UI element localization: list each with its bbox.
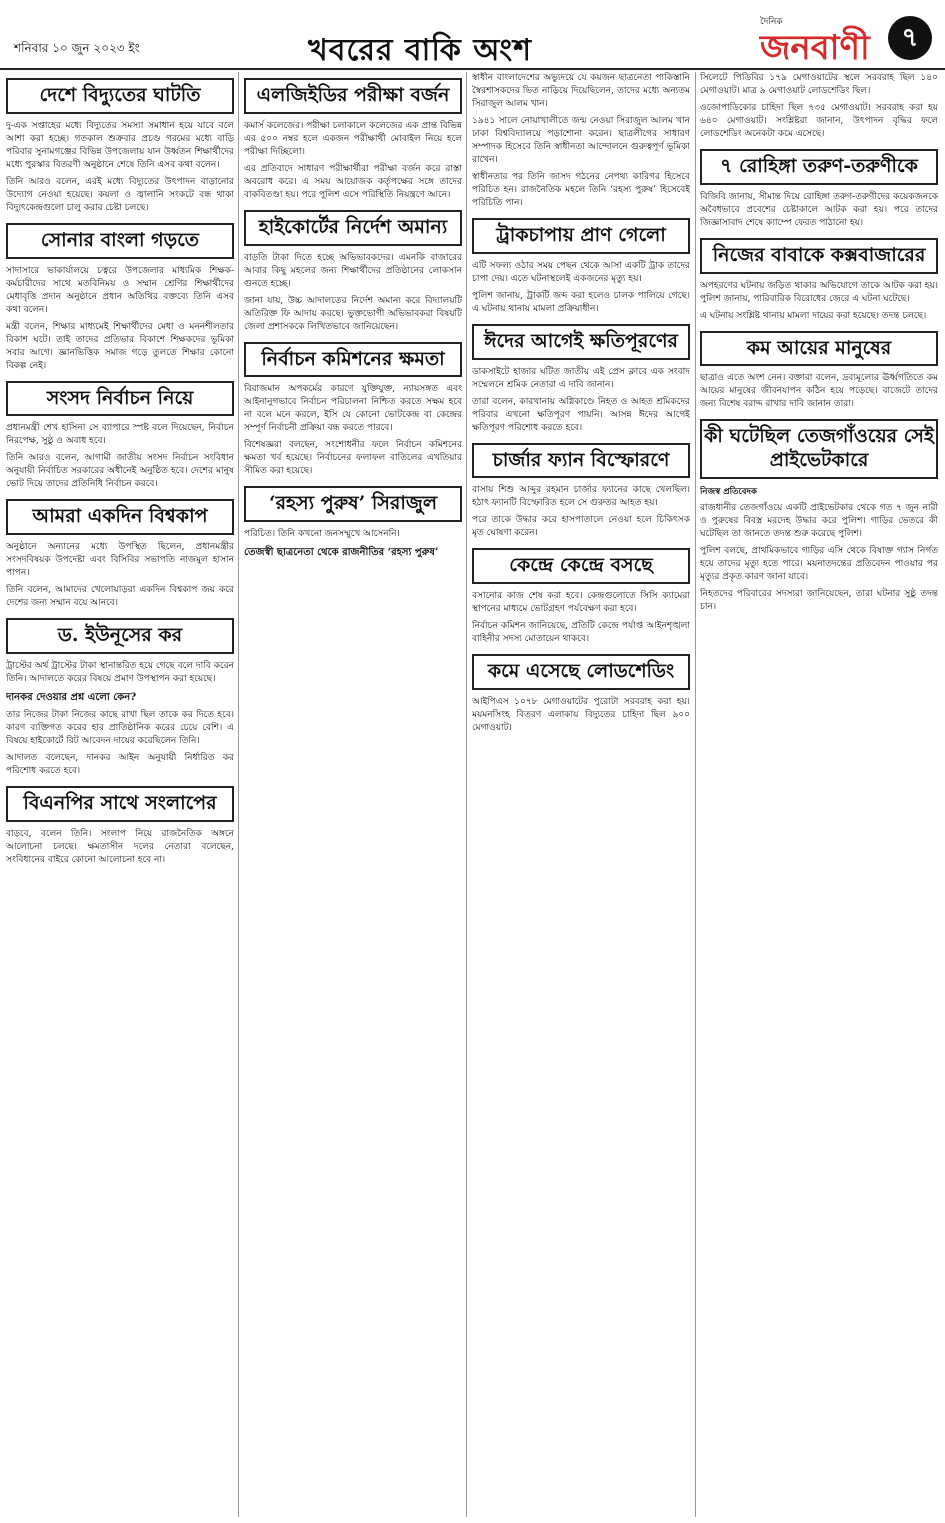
article-paragraph: অপহরণের ঘটনায় জড়িত থাকার অভিযোগে তাকে আটক করা হয়। পুলিশ জানায়, পারিবারিক বিরোধের জেরে এ ঘটনা ঘটেছে।: [700, 280, 938, 304]
column-divider: [695, 72, 696, 1517]
article-paragraph: এ ঘটনায় সংশ্লিষ্ট থানায় মামলা দায়ের করা হয়েছে। তদন্ত চলছে।: [700, 310, 927, 321]
article-paragraph: বাড়তি টাকা দিতে হচ্ছে অভিভাবকদের। এমনকি বাজারের আবার কিছু মহলের জন্য শিক্ষার্থীদের প্রতিষ্ঠানের লোকসান গুনতে হচ্ছে।: [244, 252, 462, 289]
headline: ড. ইউনূসের কর: [6, 618, 234, 654]
headline: সোনার বাংলা গড়তে: [6, 223, 234, 259]
headline: নির্বাচন কমিশনের ক্ষমতা: [244, 342, 462, 378]
article-fan-explosion: [472, 443, 690, 541]
article-paragraph: আদালত বলেছেন, দানকর আইন অনুযায়ী নির্ধারিত কর পরিশোধ করতে হবে।: [6, 752, 234, 776]
headline: সংসদ নির্বাচন নিয়ে: [6, 381, 234, 417]
article-paragraph: তিনি আরও বলেন, আগামী জাতীয় সংসদ নির্বাচন সংবিধান অনুযায়ী নির্বাচিত সরকারের অধীনেই অনুষ্ঠিত হবে। দেশের মানুষ ভোট দিয়ে তাদের প্রতিনিধি নির্বাচন করবে।: [6, 453, 234, 490]
article-paragraph: তারা বলেন, কারখানায় অগ্নিকাণ্ডে নিহত ও আহত শ্রমিকদের পরিবার এখনো ক্ষতিপূরণ পায়নি। আসন্ন ঈদের আগেই ক্ষতিপূরণ পরিশোধ করতে হবে।: [472, 396, 690, 433]
article-highcourt: [244, 210, 462, 334]
article-paragraph: বাসায় শিশু আব্দুর রহমান চার্জার ফ্যানের কাছে খেলছিল। হঠাৎ ফ্যানটি বিস্ফোরিত হলে সে গুরুতর আহত হয়।: [472, 485, 690, 509]
logo-brand: জনবাণী: [760, 28, 870, 68]
article-golden-bengal: [6, 223, 234, 373]
headline: আমরা একদিন বিশ্বকাপ: [6, 499, 234, 535]
page-title: খবরের বাকি অংশ: [308, 33, 532, 68]
page-number: ৭: [888, 16, 932, 60]
article-paragraph: মন্ত্রী বলেন, শিক্ষার মাধ্যমেই শিক্ষার্থীদের মেধা ও মননশীলতার বিকাশ ঘটে। তাই তাদের প্রতিভার বিকাশে শিক্ষকদের ভূমিকা সবার আগে। জ্ঞানভিত্তিক সমাজ গড়ে তুলতে শিক্ষার কোনো বিকল্প নেই।: [6, 321, 234, 371]
article-paragraph: কমার্স কলেজের। পরীক্ষা চলাকালে কলেজের এক প্রান্ত বিভিন্ন এর ৫০০ নম্বর হলে একজন পরীক্ষার্থী মোবাইল নিয়ে হলে পরীক্ষা দিচ্ছিলো।: [244, 120, 462, 157]
article-paragraph: তিনি বলেন, আমাদের খেলোয়াড়রা একদিন বিশ্বকাপ জয় করে দেশের জন্য সম্মান বয়ে আনবে।: [6, 585, 234, 608]
article-paragraph: বিশেষজ্ঞরা বলছেন, সংশোধনীর ফলে নির্বাচন কমিশনের ক্ষমতা খর্ব হয়েছে। নির্বাচনের ফলাফল বাতিলের এখতিয়ার সীমিত করা হয়েছে।: [244, 440, 462, 477]
column-divider: [238, 72, 239, 1517]
headline: নিজের বাবাকে কক্সবাজারের: [700, 238, 938, 274]
article-subhead: দানকর দেওয়ার প্রশ্ন এলো কেন?: [6, 691, 137, 703]
article-paragraph: জানা যায়, উচ্চ আদালতের নির্দেশ অমান্য করে বিদ্যালয়টি অতিরিক্ত ফি আদায় করছে। ভুক্তভোগী অভিভাবকরা বিষয়টি জেলা প্রশাসককে লিখিতভাবে জানিয়েছেন।: [244, 295, 462, 332]
article-paragraph: এটি সফল্য ওঠার সময় পেছন থেকে আসা একটি ট্রাক তাদের চাপা দেয়। এতে ঘটনাস্থলেই একজনের মৃত্যু হয়।: [472, 260, 690, 284]
article-power-continued: [700, 72, 938, 141]
article-paragraph: অনুষ্ঠানে অন্যানের মধ্যে উপস্থিত ছিলেন, প্রধানমন্ত্রীর সংসদবিষয়ক উপদেষ্টা এবং বিসিবির সভাপতি নাজমুল হাসান পাপন।: [6, 542, 234, 578]
headline: দেশে বিদ্যুতের ঘাটতি: [6, 78, 234, 114]
logo-daily-label: দৈনিক: [760, 17, 783, 27]
headline: ‘রহস্য পুরুষ’ সিরাজুল: [244, 486, 462, 522]
article-paragraph: ট্রাস্টের অর্থ ট্রাস্টের টাকা স্থানান্তরিত হয়ে গেছে বলে দাবি করেন তিনি। আদালতে করের বিষয়ে প্রমাণ উপস্থাপন করা হয়েছে।: [6, 660, 234, 684]
masthead: [0, 0, 945, 70]
issue-date: শনিবার ১০ জুন ২০২৩ ইং: [14, 41, 140, 55]
column-divider: [466, 72, 467, 1517]
article-paragraph: তিনি আরও বলেন, এরই মধ্যে বিদ্যুতের উৎপাদন বাড়ানোর উদ্যোগ নেওয়া হয়েছে। কয়লা ও জ্বালানি সংকটে বন্ধ থাকা বিদ্যুৎকেন্দ্রগুলো চালু করার চেষ্টা চলছে।: [6, 176, 234, 213]
article-paragraph: রাজধানীর তেজগাঁওয়ে একটি প্রাইভেটকার থেকে গত ৭ জুন নারী ও পুরুষের বিবস্ত্র মরদেহ উদ্ধার করে পুলিশ। গাড়ির ভেতরে কী ঘটেছিল তা জানতে তদন্ত শুরু করেছে পুলিশ।: [700, 502, 938, 539]
article-paragraph: পরিচিত। তিনি কখনো জনসম্মুখে আসেননি।: [244, 529, 400, 539]
article-truck-accident: [472, 218, 690, 316]
headline: ঈদের আগেই ক্ষতিপূরণের: [472, 324, 690, 360]
headline: কী ঘটেছিল তেজগাঁওয়ের সেই প্রাইভেটকারে: [700, 419, 938, 479]
article-low-income: [700, 331, 938, 412]
column-2: [244, 72, 462, 1517]
article-paragraph: তার নিজের টাকা নিজের কাছে রাখা ছিল তাকে কর দিতে হবে। কারণ ব্যক্তিগত করের হার প্রাতিষ্ঠানিক করের চেয়ে বেশি। এ বিষয়ে হাইকোর্টে রিট আবেদন দায়ের করেছিলেন তিনি।: [6, 709, 234, 746]
article-polling-centers: [472, 548, 690, 646]
article-bnp-dialogue: [6, 786, 234, 867]
article-paragraph: পুলিশ বলছে, প্রাথমিকভাবে গাড়ির এসি থেকে বিষাক্ত গ্যাস নির্গত হয়ে তাদের মৃত্যু হতে পারে। ময়নাতদন্তের প্রতিবেদন পাওয়ার পর মৃত্যুর প্রকৃত কারণ জানা যাবে।: [700, 545, 938, 582]
article-paragraph: সিলেটে পিডিবির ১৭৯ মেগাওয়াটের স্থলে সরবরাহ ছিল ১৪০ মেগাওয়াট। মাত্র ৯ মেগাওয়াট লোডশেডিং ছিল।: [700, 73, 938, 96]
article-rohingya: [700, 149, 938, 230]
article-tejgaon-car: [700, 419, 938, 614]
article-parliament-election: [6, 381, 234, 492]
article-paragraph: ওজোপাডিকোর চাহিদা ছিল ৭৩৫ মেগাওয়াট। সরবরাহ করা হয় ৬৪০ মেগাওয়াট। সংশ্লিষ্টরা জানান, উৎপাদন বৃদ্ধির ফলে লোডশেডিং অনেকটা কমে এসেছে।: [700, 103, 938, 139]
article-electricity: [6, 78, 234, 215]
article-subhead: তেজস্বী ছাত্রনেতা থেকে রাজনীতির ‘রহস্য পুরুষ’: [244, 547, 439, 558]
article-paragraph: স্বাধীন বাংলাদেশের অভ্যুদয়ে যে কয়জন ছাত্রনেতা পাকিস্তানি স্বৈরশাসকদের ভিত নাড়িয়ে দিয়েছিলেন, তাদের মধ্যে অন্যতম সিরাজুল আলম খান।: [472, 73, 690, 109]
headline: কেন্দ্রে কেন্দ্রে বসছে: [472, 548, 690, 584]
article-paragraph: পুলিশ জানায়, ট্রাকটি জব্দ করা হলেও চালক পালিয়ে গেছে। এ ঘটনায় থানায় মামলা প্রক্রিয়াধীন।: [472, 290, 690, 314]
article-worldcup: [6, 499, 234, 610]
byline: নিজস্ব প্রতিবেদক: [700, 486, 757, 497]
headline: হাইকোর্টের নির্দেশ অমান্য: [244, 210, 462, 246]
article-mystery-man-continued: [472, 72, 690, 210]
article-paragraph: বিরাজমান অপকর্মের কারণে যুক্তিযুক্ত, ন্যায়সঙ্গত এবং আইনানুগভাবে নির্বাচন পরিচালনা নিশ্চিত করতে সক্ষম হবে না বলে মনে করলে, ইসি যে কোনো ভোটকেন্দ্র বা কেন্দ্রের সম্পূর্ণ নির্বাচনী প্রক্রিয়া বন্ধ করতে পারবে।: [244, 384, 462, 434]
article-exam-boycott: [244, 78, 462, 202]
headline: কমে এসেছে লোডশেডিং: [472, 654, 690, 690]
article-loadshedding: [472, 654, 690, 735]
headline: ৭ রোহিঙ্গা তরুণ-তরুণীকে: [700, 149, 938, 185]
article-paragraph: নিহতদের পরিবারের সদস্যরা জানিয়েছেন, তারা ঘটনার সুষ্ঠু তদন্ত চান।: [700, 588, 938, 612]
article-election-commission: [244, 342, 462, 479]
article-yunus-tax: [6, 618, 234, 778]
article-paragraph: পরে তাকে উদ্ধার করে হাসপাতালে নেওয়া হলে চিকিৎসক মৃত ঘোষণা করেন।: [472, 515, 690, 539]
article-paragraph: বাড়বে, বলেন তিনি। সংলাপ নিয়ে রাজনৈতিক অঙ্গনে আলোচনা চলছে। ক্ষমতাসীন দলের নেতারা বলেছেন, সংবিধানের বাইরে কোনো আলোচনা হবে না।: [6, 828, 234, 865]
column-1: [6, 72, 234, 1517]
article-paragraph: সাদাসারে ভাকার্যালয়ে চত্বরে উপজেলার মাধ্যমিক শিক্ষক-কর্মচারীদের সাথে মতবিনিময় ও সম্মান শ্রেণির শিক্ষার্থীদের মেধাবৃত্তি প্রদান অনুষ্ঠানে প্রধান অতিথির বক্তব্যে তিনি এসব কথা বলেন।: [6, 265, 234, 315]
headline: বিএনপির সাথে সংলাপের: [6, 786, 234, 822]
column-4: [700, 72, 938, 1517]
headline: এলজিইডির পরীক্ষা বর্জন: [244, 78, 462, 114]
article-eid-compensation: [472, 324, 690, 435]
article-mystery-man: [244, 486, 462, 562]
article-paragraph: বসানোর কাজ শেষ করা হবে। কেন্দ্রগুলোতে সিসি ক্যামেরা স্থাপনের মাধ্যমে ভোটগ্রহণ পর্যবেক্ষণ করা হবে।: [472, 591, 690, 614]
article-paragraph: প্রধানমন্ত্রী শেখ হাসিনা সে ব্যাপারে স্পষ্ট বলে দিয়েছেন, নির্বাচন নিরপেক্ষ, সুষ্ঠু ও অবাধ হবে।: [6, 423, 234, 447]
article-paragraph: এর প্রতিবাদে সাধারণ পরীক্ষার্থীরা পরীক্ষা বর্জন করে রাস্তা অবরোধ করে। এ সময় আয়োজক কর্তৃপক্ষের সঙ্গে তাদের বাকবিতণ্ডা হয়। পরে পুলিশ এসে পরিস্থিতি নিয়ন্ত্রণে আনে।: [244, 163, 462, 200]
article-coxsbazar: [700, 238, 938, 323]
article-paragraph: ১৯৪১ সালে নোয়াখালীতে জন্ম নেওয়া সিরাজুল আলম খান ঢাকা বিশ্ববিদ্যালয়ে পড়াশোনা করেন। ছাত্রলীগের সাধারণ সম্পাদক হিসেবে তিনি স্বাধীনতা আন্দোলনে গুরুত্বপূর্ণ ভূমিকা রাখেন।: [472, 116, 690, 165]
headline: চার্জার ফ্যান বিস্ফোরণে: [472, 443, 690, 479]
column-3: [472, 72, 690, 1517]
headline: ট্রাকচাপায় প্রাণ গেলো: [472, 218, 690, 254]
article-paragraph: নির্বাচন কমিশন জানিয়েছে, প্রতিটি কেন্দ্রে পর্যাপ্ত আইনশৃঙ্খলা বাহিনীর সদস্য মোতায়েন থাকবে।: [472, 621, 690, 644]
article-paragraph: দু-এক সপ্তাহের মধ্যে বিদ্যুতের সমস্যা সমাধান হয়ে যাবে বলে আশা করা হচ্ছে। গতকাল শুক্রবার প্রচণ্ড গরমের মধ্যে বাড়ি পরিবার সুনামগঞ্জের বিভিন্ন উপজেলায় যান উর্ধ্বতন শিক্ষার্থীদের মধ্যে পুরস্কার বিতরণী অনুষ্ঠানে শেষে তিনি এসব কথা বলেন।: [6, 120, 234, 170]
article-paragraph: ডাকসাইটে হাজার ঘটিত জাতীয় এই প্রেস ক্লাবে এক সংবাদ সম্মেলনে শ্রমিক নেতারা এ দাবি জানান।: [472, 366, 690, 390]
article-paragraph: বিজিবি জানায়, সীমান্ত দিয়ে রোহিঙ্গা তরুণ-তরুণীদের কয়েকজনকে অবৈধভাবে প্রবেশের চেষ্টাকালে আটক করা হয়। পরে তাদের জিজ্ঞাসাবাদ শেষে ক্যাম্পে ফেরত পাঠানো হয়।: [700, 191, 938, 228]
headline: কম আয়ের মানুষের: [700, 331, 938, 367]
article-paragraph: স্বাধীনতার পর তিনি জাসদ গঠনের নেপথ্য কারিগর হিসেবে পরিচিত হন। রাজনৈতিক মহলে তিনি ‘রহস্য পুরুষ’ হিসেবেই পরিচিতি পান।: [472, 172, 690, 208]
article-paragraph: ছাত্রাও এতে অংশ নেন। বক্তারা বলেন, দ্রব্যমূল্যের ঊর্ধ্বগতিতে কম আয়ের মানুষের জীবনযাপন কঠিন হয়ে পড়েছে। বাজেটে তাদের জন্য বিশেষ বরাদ্দ রাখার দাবি জানান তারা।: [700, 373, 938, 410]
newspaper-logo: [760, 14, 900, 68]
article-paragraph: আইপিএস ১০৭৮ মেগাওয়াটের পুরোটা সরবরাহ করা হয়। ময়মনসিংহ বিতরণ এলাকায় বিদ্যুতের চাহিদা ছিল ৯০০ মেগাওয়াট।: [472, 696, 690, 733]
